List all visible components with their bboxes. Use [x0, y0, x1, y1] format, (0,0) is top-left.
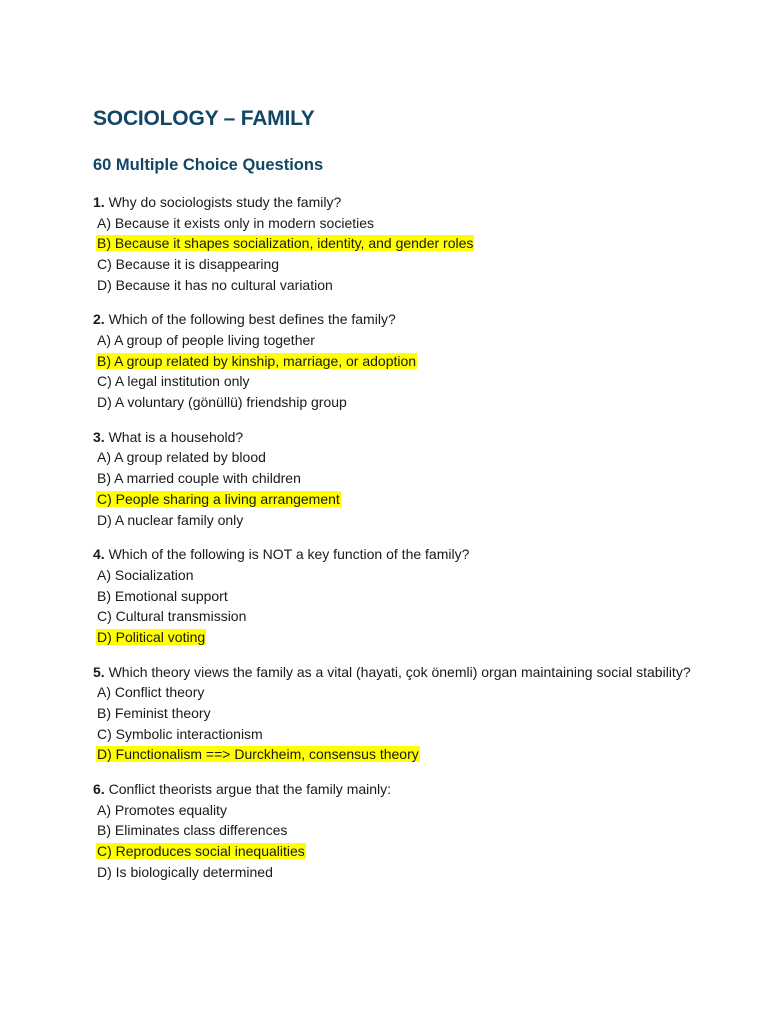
answer-option [93, 371, 703, 392]
document-page [93, 104, 703, 896]
document-subtitle: 60 Multiple Choice Questions [93, 156, 324, 174]
answer-option [93, 213, 703, 234]
question-number: 5. [93, 663, 105, 680]
question-5 [93, 662, 703, 765]
question-number: 3. [93, 428, 105, 445]
answer-option-text: B) A group related by kinship, marriage, or adoption [97, 352, 417, 369]
answer-option-highlighted [93, 489, 703, 510]
document-title: SOCIOLOGY – FAMILY [93, 107, 315, 130]
answer-option-text: D) Political voting [97, 628, 206, 645]
question-2 [93, 309, 703, 412]
answer-option-text: B) Feminist theory [97, 704, 211, 721]
answer-option-text: A) Socialization [97, 566, 194, 583]
answer-option-text: B) Emotional support [97, 587, 228, 604]
question-stem [93, 779, 703, 800]
answer-option [93, 510, 703, 531]
answer-option [93, 447, 703, 468]
answer-option-highlighted [93, 744, 703, 765]
question-number: 1. [93, 194, 105, 210]
answer-option-text: C) Cultural transmission [97, 608, 247, 625]
answer-option-text: A) A group of people living together [97, 332, 315, 348]
question-4 [93, 544, 703, 647]
answer-option [93, 392, 703, 413]
answer-option [93, 682, 703, 703]
answer-option-text: A) A group related by blood [97, 449, 266, 466]
answer-option-text: B) A married couple with children [97, 470, 301, 487]
answer-option [93, 330, 703, 351]
answer-option-text: A) Because it exists only in modern societies [97, 214, 375, 231]
answer-option-highlighted [93, 233, 703, 254]
answer-option-highlighted [93, 627, 703, 648]
question-3 [93, 427, 703, 530]
answer-option-text: A) Conflict theory [97, 684, 205, 701]
question-text: Which of the following best defines the family? [108, 311, 396, 328]
answer-option-text: D) Functionalism ==> Durckheim, consensus theory [97, 746, 419, 763]
question-stem [93, 309, 703, 330]
answer-option [93, 586, 703, 607]
question-text: Which theory views the family as a vital (hayati, çok önemli) organ maintaining social stability? [108, 663, 691, 680]
answer-option [93, 254, 703, 275]
answer-option [93, 275, 703, 296]
question-text: Conflict theorists argue that the family mainly: [108, 781, 392, 798]
answer-option-highlighted [93, 351, 703, 372]
question-stem [93, 662, 703, 683]
question-number: 6. [93, 781, 105, 798]
answer-option [93, 703, 703, 724]
answer-option-text: C) A legal institution only [97, 373, 250, 390]
answer-option-text: D) A nuclear family only [97, 511, 244, 528]
question-stem [93, 427, 703, 448]
question-text: What is a household? [108, 428, 244, 445]
question-number: 2. [93, 311, 105, 328]
answer-option-text: A) Promotes equality [97, 801, 227, 818]
answer-option-highlighted [93, 841, 703, 862]
answer-option-text: C) Because it is disappearing [97, 256, 280, 272]
question-list [93, 192, 703, 882]
answer-option [93, 800, 703, 821]
question-6 [93, 779, 703, 882]
answer-option-text: B) Because it shapes socialization, identity, and gender roles [97, 235, 474, 252]
question-stem [93, 192, 703, 213]
answer-option [93, 565, 703, 586]
answer-option [93, 724, 703, 745]
question-text: Why do sociologists study the family? [108, 194, 342, 210]
question-text: Which of the following is NOT a key function of the family? [108, 546, 470, 563]
answer-option [93, 820, 703, 841]
answer-option-text: C) Symbolic interactionism [97, 725, 263, 742]
answer-option-text: D) Because it has no cultural variation [97, 276, 333, 293]
question-1 [93, 192, 703, 295]
answer-option [93, 606, 703, 627]
answer-option-text: D) Is biologically determined [97, 863, 273, 880]
answer-option [93, 468, 703, 489]
answer-option-text: C) People sharing a living arrangement [97, 490, 340, 507]
question-stem [93, 544, 703, 565]
answer-option-text: C) Reproduces social inequalities [97, 843, 305, 860]
answer-option [93, 862, 703, 883]
answer-option-text: D) A voluntary (gönüllü) friendship group [97, 394, 347, 411]
question-number: 4. [93, 546, 105, 563]
answer-option-text: B) Eliminates class differences [97, 822, 288, 839]
